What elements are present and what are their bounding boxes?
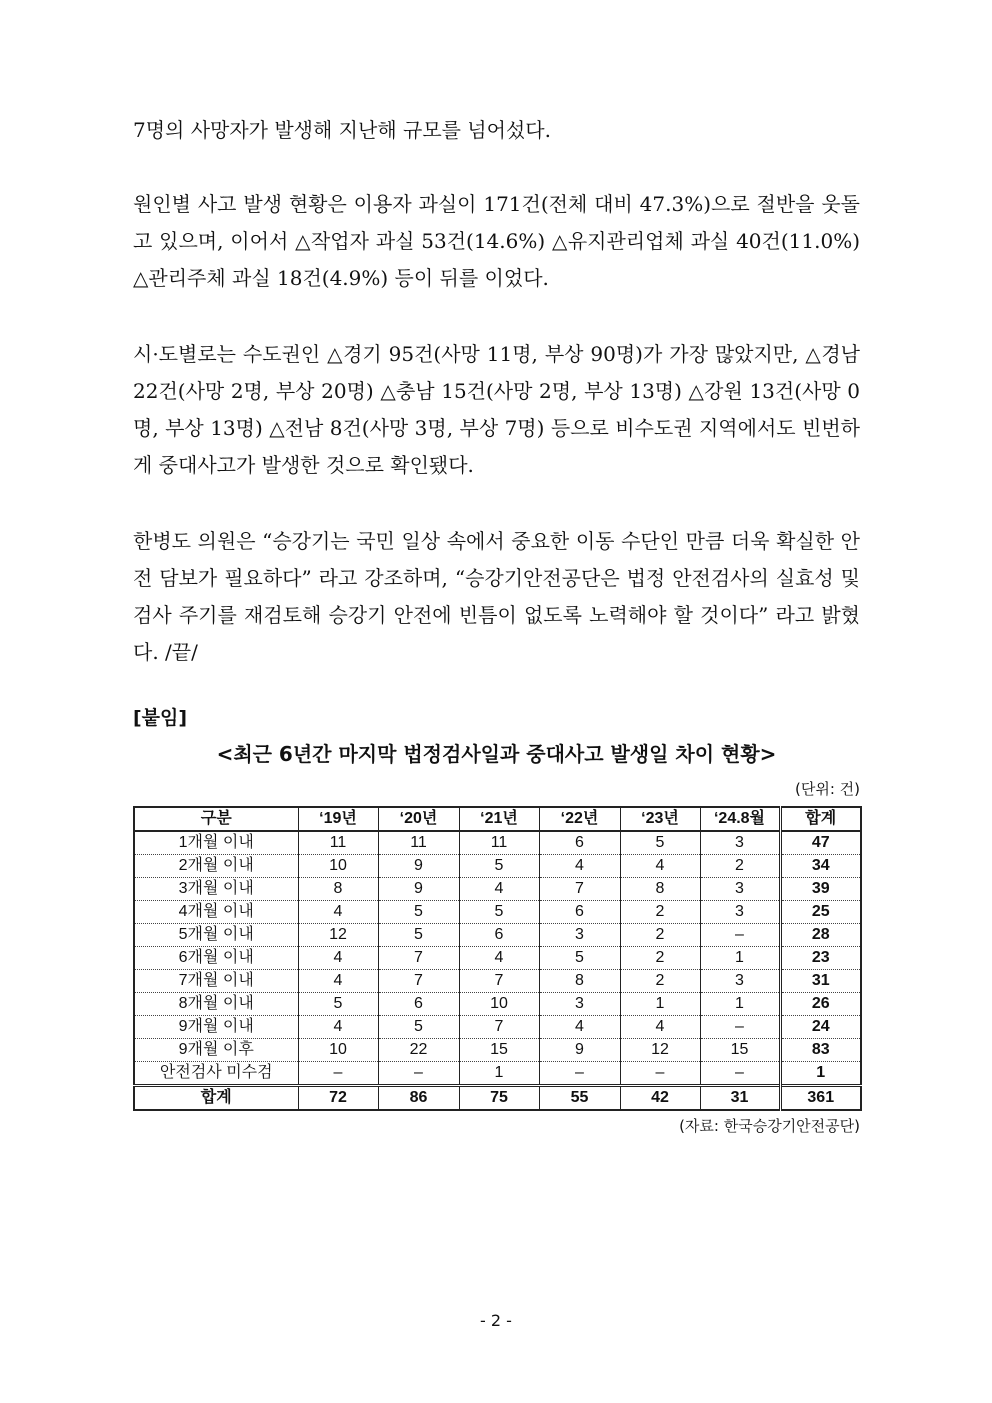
table-cell: 72 (298, 1086, 378, 1111)
table-cell: – (700, 924, 780, 947)
source-note: (자료: 한국승강기안전공단) (679, 1117, 860, 1135)
table-cell: 3 (700, 831, 780, 855)
row-total-cell: 24 (780, 1016, 861, 1039)
table-cell: 5 (378, 1016, 459, 1039)
row-label: 합계 (134, 1086, 298, 1111)
table-row (134, 1062, 861, 1086)
table-row (134, 1016, 861, 1039)
table-cell: 7 (459, 1016, 539, 1039)
table-row (134, 855, 861, 878)
row-total-cell: 28 (780, 924, 861, 947)
table-cell: 7 (378, 970, 459, 993)
table-row (134, 831, 861, 855)
header-2020: ‘20년 (378, 807, 459, 831)
table-row (134, 970, 861, 993)
table-cell: 6 (539, 901, 620, 924)
page-number: - 2 - (480, 1311, 512, 1330)
table-cell: 42 (620, 1086, 700, 1111)
table-cell: 9 (378, 878, 459, 901)
table-cell: 2 (620, 947, 700, 970)
row-label: 1개월 이내 (134, 831, 298, 855)
table-title: <최근 6년간 마지막 법정검사일과 중대사고 발생일 차이 현황> (216, 742, 777, 766)
table-cell: 9 (378, 855, 459, 878)
table-cell: 12 (620, 1039, 700, 1062)
header-2019: ‘19년 (298, 807, 378, 831)
table-cell: 5 (378, 901, 459, 924)
table-cell: 86 (378, 1086, 459, 1111)
row-label: 2개월 이내 (134, 855, 298, 878)
row-total-cell: 26 (780, 993, 861, 1016)
table-cell: 6 (378, 993, 459, 1016)
table-cell: – (700, 1062, 780, 1086)
table-cell: 5 (620, 831, 700, 855)
unit-label: (단위: 건) (795, 780, 860, 798)
table-cell: 3 (539, 924, 620, 947)
table-cell: 3 (700, 901, 780, 924)
table-cell: 4 (539, 1016, 620, 1039)
row-total-cell: 25 (780, 901, 861, 924)
table-cell: 2 (620, 970, 700, 993)
table-cell: 11 (459, 831, 539, 855)
row-label: 9개월 이후 (134, 1039, 298, 1062)
table-cell: 11 (298, 831, 378, 855)
attachment-label: [붙임] (133, 707, 188, 729)
table-cell: 10 (298, 1039, 378, 1062)
table-cell: 1 (459, 1062, 539, 1086)
table-cell: 4 (620, 1016, 700, 1039)
table-row (134, 901, 861, 924)
table-cell: 1 (620, 993, 700, 1016)
table-cell: 7 (378, 947, 459, 970)
table-cell: 15 (459, 1039, 539, 1062)
table-cell: 10 (459, 993, 539, 1016)
row-label: 6개월 이내 (134, 947, 298, 970)
row-label: 3개월 이내 (134, 878, 298, 901)
row-total-cell: 34 (780, 855, 861, 878)
table-cell: 3 (700, 970, 780, 993)
row-label: 4개월 이내 (134, 901, 298, 924)
table-cell: 4 (539, 855, 620, 878)
table-cell: 5 (539, 947, 620, 970)
table-row (134, 1039, 861, 1062)
header-2021: ‘21년 (459, 807, 539, 831)
table-cell: 2 (620, 924, 700, 947)
row-label: 안전검사 미수검 (134, 1062, 298, 1086)
table-cell: 4 (298, 970, 378, 993)
table-cell: 6 (459, 924, 539, 947)
table-cell: 22 (378, 1039, 459, 1062)
table-cell: 4 (298, 901, 378, 924)
table-cell: – (700, 1016, 780, 1039)
table-cell: 10 (298, 855, 378, 878)
table-cell: 4 (298, 1016, 378, 1039)
table-cell: 11 (378, 831, 459, 855)
row-total-cell: 47 (780, 831, 861, 855)
table-cell: 4 (298, 947, 378, 970)
header-2024-aug: ‘24.8월 (700, 807, 780, 831)
header-2023: ‘23년 (620, 807, 700, 831)
table-row (134, 947, 861, 970)
row-label: 8개월 이내 (134, 993, 298, 1016)
table-cell: – (620, 1062, 700, 1086)
row-total-cell: 1 (780, 1062, 861, 1086)
header-category: 구분 (134, 807, 298, 831)
table-cell: 2 (700, 855, 780, 878)
table-row (134, 993, 861, 1016)
table-cell: 5 (378, 924, 459, 947)
table-header-row (134, 807, 861, 831)
table-total-row (134, 1086, 861, 1111)
row-total-cell: 23 (780, 947, 861, 970)
table-cell: 8 (620, 878, 700, 901)
header-2022: ‘22년 (539, 807, 620, 831)
table-cell: 3 (700, 878, 780, 901)
table-cell: 12 (298, 924, 378, 947)
table-cell: 2 (620, 901, 700, 924)
paragraph-3: 시·도별로는 수도권인 △경기 95건(사망 11명, 부상 90명)가 가장 많았지만, △경남 22건(사망 2명, 부상 20명) △충남 15건(사망 2명, 부상 13명) △강원 13건(사망 0명, 부상 13명) △전남 8건(사망 3명, 부상 7명) 등으로 비수도권 지역에서도 빈번하게 중대사고가 발생한 것으로 확인됐다. (133, 342, 860, 477)
row-total-cell: 361 (780, 1086, 861, 1111)
table-row (134, 878, 861, 901)
row-label: 5개월 이내 (134, 924, 298, 947)
table-cell: 4 (620, 855, 700, 878)
paragraph-4: 한병도 의원은 “승강기는 국민 일상 속에서 중요한 이동 수단인 만큼 더욱 확실한 안전 담보가 필요하다” 라고 강조하며, “승강기안전공단은 법정 안전검사의 실효성 및 검사 주기를 재검토해 승강기 안전에 빈틈이 없도록 노력해야 할 것이다” 라고 밝혔다. /끝/ (133, 529, 860, 664)
table-cell: 6 (539, 831, 620, 855)
table-cell: 31 (700, 1086, 780, 1111)
paragraph-2: 원인별 사고 발생 현황은 이용자 과실이 171건(전체 대비 47.3%)으로 절반을 웃돌고 있으며, 이어서 △작업자 과실 53건(14.6%) △유지관리업체 과실 40건(11.0%) △관리주체 과실 18건(4.9%) 등이 뒤를 이었다. (133, 192, 860, 290)
table-cell: 75 (459, 1086, 539, 1111)
paragraph-1: 7명의 사망자가 발생해 지난해 규모를 넘어섰다. (133, 118, 551, 142)
table-cell: 7 (459, 970, 539, 993)
table-row (134, 924, 861, 947)
table-cell: 3 (539, 993, 620, 1016)
table-cell: 8 (298, 878, 378, 901)
table-cell: 15 (700, 1039, 780, 1062)
table-cell: – (298, 1062, 378, 1086)
table-cell: 4 (459, 947, 539, 970)
header-total: 합계 (780, 807, 861, 831)
table-cell: 4 (459, 878, 539, 901)
table-cell: 5 (459, 901, 539, 924)
table-cell: 1 (700, 947, 780, 970)
table-cell: – (539, 1062, 620, 1086)
table-cell: 55 (539, 1086, 620, 1111)
table-cell: – (378, 1062, 459, 1086)
table-cell: 1 (700, 993, 780, 1016)
table-cell: 9 (539, 1039, 620, 1062)
row-total-cell: 83 (780, 1039, 861, 1062)
table-cell: 8 (539, 970, 620, 993)
row-total-cell: 31 (780, 970, 861, 993)
stats-table (133, 806, 862, 1111)
row-label: 7개월 이내 (134, 970, 298, 993)
table-cell: 5 (459, 855, 539, 878)
table-cell: 7 (539, 878, 620, 901)
table-cell: 5 (298, 993, 378, 1016)
row-total-cell: 39 (780, 878, 861, 901)
row-label: 9개월 이내 (134, 1016, 298, 1039)
